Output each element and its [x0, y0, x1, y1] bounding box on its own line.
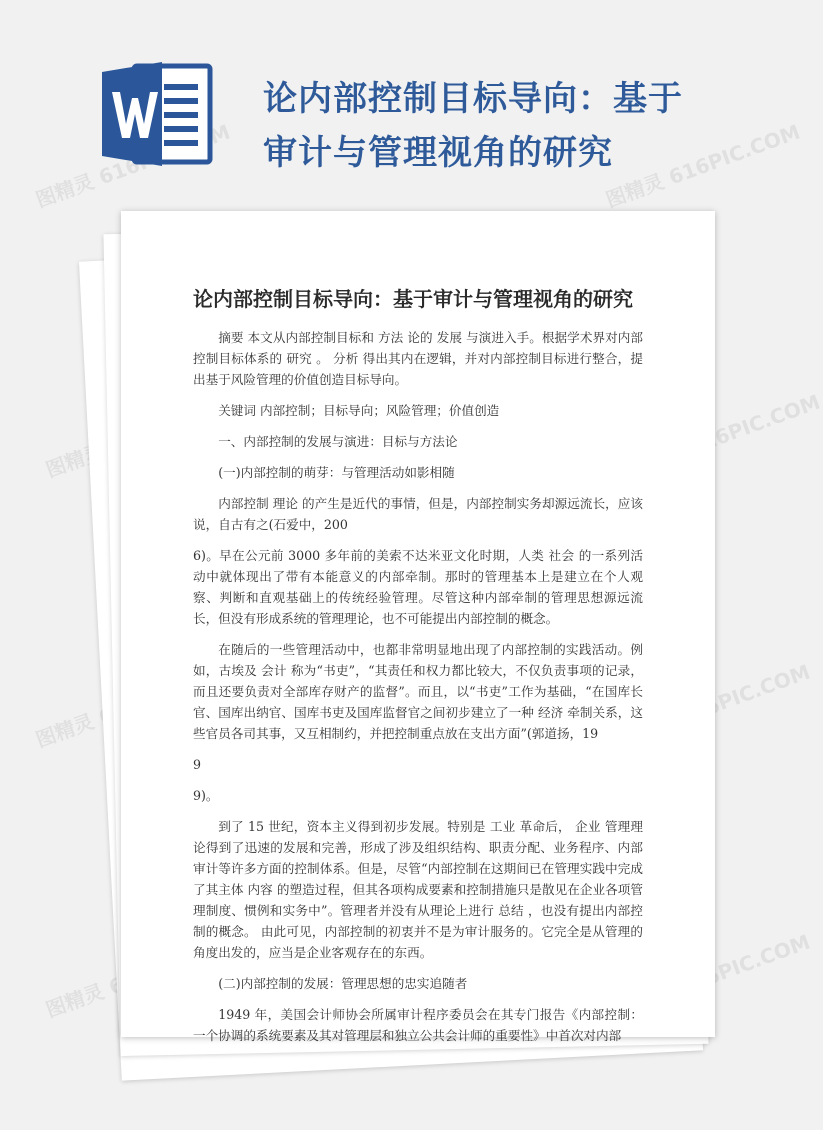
watermark: 图精灵 616PIC.COM [32, 119, 234, 213]
document-page [121, 211, 715, 1043]
watermark: 616PIC.COM [675, 929, 814, 1000]
subsection-heading: (二)内部控制的发展：管理思想的忠实追随者 [218, 976, 468, 991]
body-paragraph: 9)。 [193, 788, 219, 803]
document-title: 论内部控制目标导向：基于审计与管理视角的研究 [193, 287, 633, 311]
body-paragraph: 到了 15 世纪，资本主义得到初步发展。特别是 工业 革命后， 企业 管理理论得到了迅速的发展和完善，形成了涉及组织结构、职责分配、业务程序、内部审计等许多方面的控制体系。但是，尽管“内部控制在这期间已在管理实践中完成了其主体 内容 的塑造过程，但其各项构成要素和控制措施只是散见在企业各项管理制度、惯例和实务中”。管理者并没有从理论上进行 总结 ，也没有提出内部控制的概念。 由此可见，内部控制的初衷并不是为审计服务的。它完全是从管理的角度出发的，应当是企业客观存在的东西。 [193, 819, 643, 960]
watermark: 616PIC.COM [675, 659, 814, 730]
keywords-paragraph: 关键词 内部控制；目标导向；风险管理；价值创造 [218, 403, 500, 418]
watermark: 图精灵 616PIC.COM [622, 389, 823, 483]
body-paragraph: 在随后的一些管理活动中，也都非常明显地出现了内部控制的实践活动。例如，古埃及 会计 称为“书吏”，“其责任和权力都比较大，不仅负责事项的记录，而且还要负责对全部库存财产的监督”。而且，以“书吏”工作为基础，“在国库长官、国库出纳官、国库书吏及国库监督官之间初步建立了一种 经济 牵制关系，这些官员各司其事，又互相制约，并把控制重点放在支出方面”(郭道扬，19 [193, 642, 643, 741]
watermark: 图精灵 [42, 979, 108, 1023]
watermark: 图精灵 [42, 439, 108, 483]
body-paragraph: 9 [193, 757, 202, 772]
watermark: 图精灵 [32, 709, 98, 753]
body-paragraph: 1949 年，美国会计师协会所属审计程序委员会在其专门报告《内部控制：一个协调的系统要素及其对管理层和独立公共会计师的重要性》中首次对内部 [193, 1007, 643, 1043]
body-paragraph: 内部控制 理论 的产生是近代的事情，但是，内部控制实务却源远流长，应该说，自古有之(石爱中，200 [193, 496, 643, 532]
document-body [193, 327, 643, 1056]
page-title: 论内部控制目标导向：基于审计与管理视角的研究 [263, 79, 683, 173]
abstract-paragraph: 摘要 本文从内部控制目标和 方法 论的 发展 与演进入手。根据学术界对内部控制目标体系的 研究 。 分析 得出其内在逻辑，并对内部控制目标进行整合，提出基于风险管理的价值创造目标导向。 [193, 330, 643, 387]
word-document-icon [100, 58, 215, 170]
subsection-heading: (一)内部控制的萌芽：与管理活动如影相随 [218, 465, 455, 480]
section-heading: 一、内部控制的发展与演进：目标与方法论 [218, 434, 458, 449]
body-paragraph: 6)。早在公元前 3000 多年前的美索不达米亚文化时期，人类 社会 的一系列活动中就体现出了带有本能意义的内部牵制。那时的管理基本上是建立在个人观察、判断和直观基础上的传统经验管理。尽管这种内部牵制的管理思想源远流长，但没有形成系统的管理理论，也不可能提出内部控制的概念。 [193, 548, 643, 626]
watermark: 图精灵 616PIC.COM [602, 119, 804, 213]
